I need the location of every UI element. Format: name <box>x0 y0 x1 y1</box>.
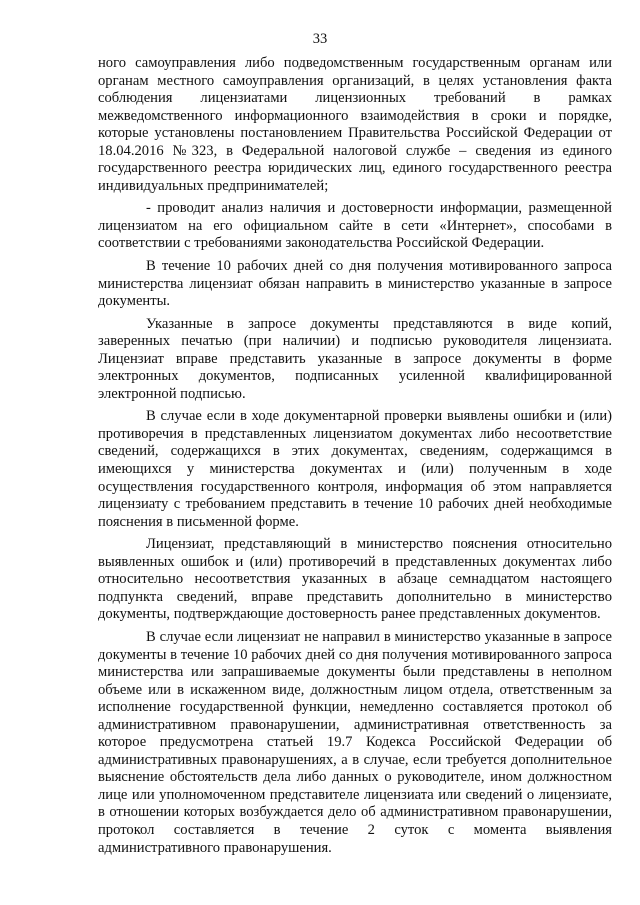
document-body <box>98 55 612 862</box>
paragraph-bullet-analysis: - проводит анализ наличия и достоверности информации, размещенной лицензиатом на его официальном сайте в сети «Интернет», способами в соответствии с требованиями законодательства Российской Федерации. <box>98 200 612 252</box>
paragraph-request-deadline: В течение 10 рабочих дней со дня получения мотивированного запроса министерства лицензиат обязан направить в министерство указанные в запросе документы. <box>98 258 612 310</box>
paragraph-failure-to-submit: В случае если лицензиат не направил в министерство указанные в запросе документы в течение 10 рабочих дней со дня получения мотивированного запроса министерства или запрашиваемые документы были представлены в неполном объеме или в искаженном виде, должностным лицом отдела, ответственным за исполнение государственной функции, немедленно составляется протокол об административном правонарушении, административная ответственность за которое предусмотрена статьей 19.7 Кодекса Российской Федерации об административных правонарушениях, а в случае, если требуется дополнительное выяснение обстоятельств дела либо данных о руководителе, ином должностном лице или уполномоченном представителе лицензиата или сведений о лицензиате, в отношении которых возбуждается дело об административном правонарушении, протокол составляется в течение 2 суток с момента выявления административного правонарушения. <box>98 628 612 856</box>
page-number: 33 <box>312 31 328 47</box>
paragraph-licensee-explanations: Лицензиат, представляющий в министерство пояснения относительно выявленных ошибок и (или) противоречий в представленных документах либо относительно несоответствия указанных в абзаце семнадцатом настоящего подпункта сведений, вправе представить дополнительно в министерство документы, подтверждающие достоверность ранее представленных документов. <box>98 536 612 623</box>
paragraph-continuation: ного самоуправления либо подведомственным государственным органам или органам местного самоуправления организаций, в целях установления факта соблюдения лицензиатами лицензионных требований в рамках межведомственного информационного взаимодействия в сроки и порядке, которые установлены постановлением Правительства Российской Федерации от 18.04.2016 №323, в Федеральной налоговой службе – сведения из единого государственного реестра юридических лиц, единого государственного реестра индивидуальных предпринимателей; <box>98 55 612 194</box>
paragraph-errors-found: В случае если в ходе документарной проверки выявлены ошибки и (или) противоречия в представленных лицензиатом документах либо несоответствие сведений, содержащихся в этих документах, сведениям, содержащимся в имеющихся у министерства документах и (или) полученным в ходе осуществления государственного контроля, информация об этом направляется лицензиату с требованием представить в течение 10 рабочих дней необходимые пояснения в письменной форме. <box>98 408 612 530</box>
paragraph-document-form: Указанные в запросе документы представляются в виде копий, заверенных печатью (при наличии) и подписью руководителя лицензиата. Лицензиат вправе представить указанные в запросе документы в форме электронных документов, подписанных усиленной квалифицированной электронной подписью. <box>98 315 612 402</box>
